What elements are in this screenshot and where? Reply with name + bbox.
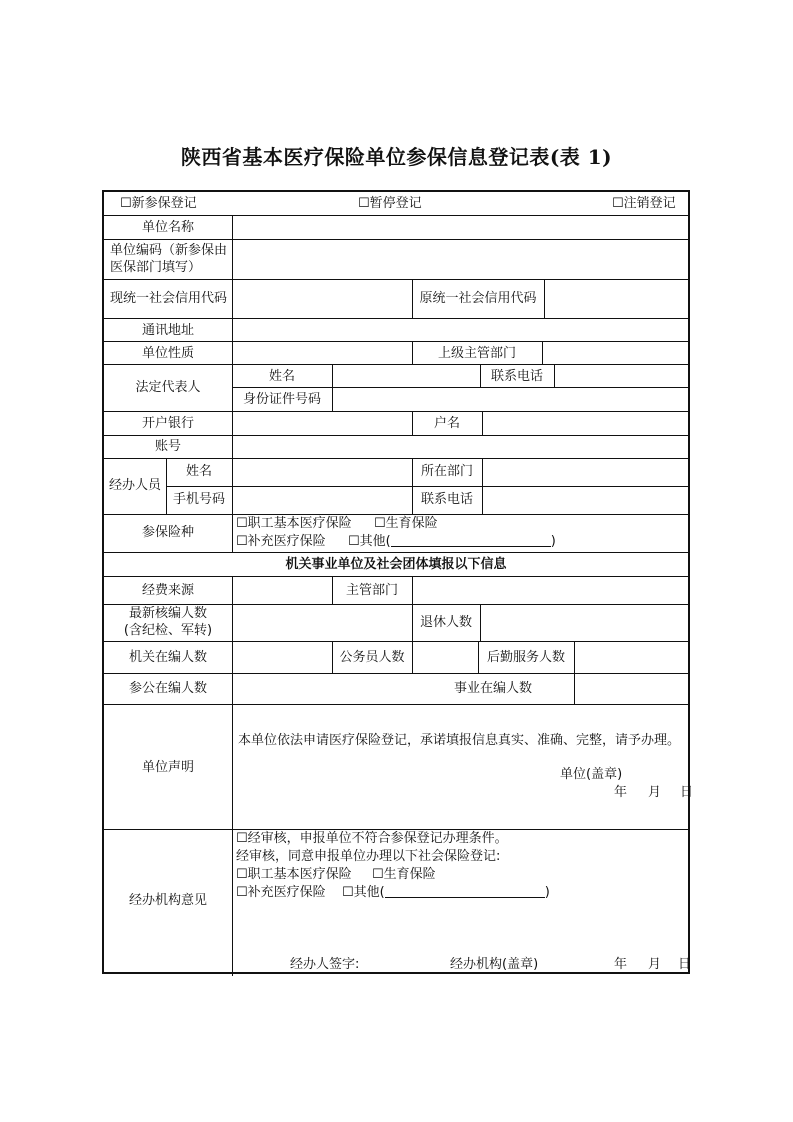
gov-section-header: 机关事业单位及社会团体填报以下信息 [285, 557, 507, 572]
declaration-year: 年 [614, 785, 628, 800]
handler-name-label: 姓名 [185, 464, 212, 479]
registration-form [102, 190, 694, 974]
declaration-month: 月 [648, 785, 662, 800]
opinion-year: 年 [614, 957, 628, 972]
current-credit-code-label: 现统一社会信用代码 [110, 291, 228, 306]
row-divider [104, 704, 688, 705]
col-divider [232, 576, 233, 976]
row-divider [232, 387, 688, 388]
row-divider [104, 318, 688, 319]
col-divider [412, 576, 413, 604]
declaration-day: 日 [680, 785, 694, 800]
superior-dept-label: 上级主管部门 [437, 346, 516, 361]
col-divider [482, 411, 483, 435]
agency-seal: 经办机构(盖章) [450, 957, 539, 972]
row-divider [104, 673, 688, 674]
col-divider [412, 641, 413, 673]
competent-dept-label: 主管部门 [345, 583, 398, 598]
cancel-registration-checkbox[interactable]: ☐注销登记 [612, 196, 676, 211]
id-number-label: 身份证件号码 [242, 392, 321, 407]
row-divider [104, 279, 688, 280]
col-divider [332, 364, 333, 411]
basic-medical-checkbox[interactable]: ☐职工基本医疗保险 [236, 516, 352, 531]
unit-seal: 单位(盖章) [560, 767, 623, 782]
row-divider [166, 486, 688, 487]
other-insurance-blank[interactable] [391, 534, 551, 547]
row-divider [104, 364, 688, 365]
unit-code-label-line2: 医保部门填写） [110, 260, 202, 275]
unit-name-label: 单位名称 [141, 220, 194, 235]
row-divider [104, 341, 688, 342]
staffing-label-line2: (含纪检、军转) [123, 623, 213, 638]
col-divider [480, 604, 481, 641]
maternity-checkbox[interactable]: ☐生育保险 [374, 516, 438, 531]
logistics-label: 后勤服务人数 [486, 650, 565, 665]
mobile-label: 手机号码 [172, 492, 225, 507]
row-divider [104, 641, 688, 642]
funding-source-label: 经费来源 [141, 583, 194, 598]
opinion-label: 经办机构意见 [128, 893, 207, 908]
form-title: 陕西省基本医疗保险单位参保信息登记表(表 1) [180, 145, 613, 169]
row-divider [104, 215, 688, 216]
unit-code-label-line1: 单位编码（新参保由 [110, 243, 228, 258]
unit-nature-label: 单位性质 [141, 346, 194, 361]
row-divider [104, 458, 688, 459]
col-divider [232, 514, 233, 552]
opinion-maternity-checkbox[interactable]: ☐生育保险 [372, 867, 436, 882]
col-divider [554, 364, 555, 387]
retirees-label: 退休人数 [419, 615, 472, 630]
row-divider [104, 552, 688, 553]
handler-label: 经办人员 [108, 478, 161, 493]
account-name-label: 户名 [433, 416, 460, 431]
col-divider [574, 641, 575, 673]
staffing-label-line1: 最新核编人数 [128, 606, 207, 621]
other-insurance-checkbox[interactable]: ☐其他( ) [348, 534, 556, 549]
declaration-label: 单位声明 [141, 760, 194, 775]
handler-phone-label: 联系电话 [420, 492, 473, 507]
legal-rep-label: 法定代表人 [135, 380, 201, 395]
supplementary-medical-checkbox[interactable]: ☐补充医疗保险 [236, 534, 326, 549]
legal-rep-name-label: 姓名 [268, 369, 295, 384]
opinion-reject-checkbox[interactable]: ☐经审核，申报单位不符合参保登记办理条件。 [236, 831, 508, 846]
row-divider [104, 411, 688, 412]
civil-servants-label: 公务员人数 [339, 650, 405, 665]
account-no-label: 账号 [154, 439, 181, 454]
row-divider [104, 239, 688, 240]
opinion-basic-medical-checkbox[interactable]: ☐职工基本医疗保险 [236, 867, 352, 882]
col-divider [232, 215, 233, 514]
new-registration-checkbox[interactable]: ☐新参保登记 [120, 196, 197, 211]
ref-civil-label: 参公在编人数 [128, 681, 207, 696]
opinion-approve-text: 经审核，同意申报单位办理以下社会保险登记: [236, 849, 501, 864]
row-divider [104, 435, 688, 436]
legal-rep-phone-label: 联系电话 [490, 369, 543, 384]
col-divider [544, 279, 545, 318]
address-label: 通讯地址 [141, 323, 194, 338]
opinion-supplementary-checkbox[interactable]: ☐补充医疗保险 [236, 885, 326, 900]
declaration-text: 本单位依法申请医疗保险登记，承诺填报信息真实、准确、完整，请予办理。 [238, 733, 681, 748]
row-divider [104, 576, 688, 577]
suspend-registration-checkbox[interactable]: ☐暂停登记 [358, 196, 422, 211]
col-divider [482, 458, 483, 514]
col-divider [574, 673, 575, 704]
insurance-types-label: 参保险种 [141, 525, 194, 540]
handler-signature: 经办人签字: [290, 957, 360, 972]
department-label: 所在部门 [420, 464, 473, 479]
bank-label: 开户银行 [141, 416, 194, 431]
opinion-other-blank[interactable] [385, 885, 545, 898]
col-divider [542, 341, 543, 364]
institution-staff-label: 事业在编人数 [453, 681, 532, 696]
opinion-day: 日 [678, 957, 692, 972]
opinion-month: 月 [648, 957, 662, 972]
opinion-other-checkbox[interactable]: ☐其他( ) [342, 885, 550, 900]
original-credit-code-label: 原统一社会信用代码 [419, 291, 537, 306]
org-staff-label: 机关在编人数 [128, 650, 207, 665]
